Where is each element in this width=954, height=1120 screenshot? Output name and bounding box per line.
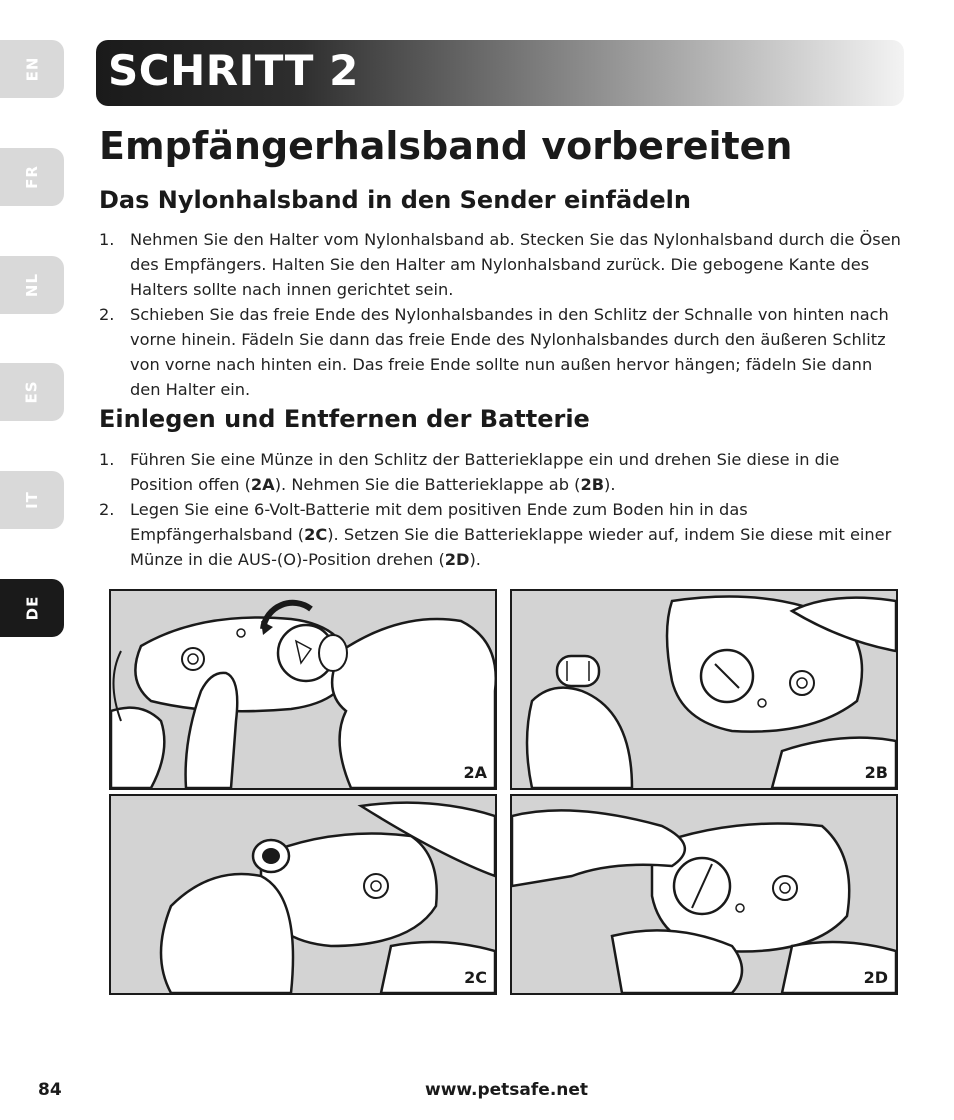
- page-number: 84: [38, 1080, 62, 1100]
- list-item-text: Nehmen Sie den Halter vom Nylonhalsband ab. Stecken Sie das Nylonhalsband durch die Ösen des Empfängers. Halten Sie den Halter am Nylonhalsband zurück. Die gebogene Kante des Halters sollte nach innen gerichtet sein.: [130, 230, 901, 299]
- figure-ref: 2C: [304, 525, 328, 544]
- language-tab-label: NL: [23, 272, 41, 298]
- section-heading-nylon: Das Nylonhalsband in den Sender einfädeln: [99, 186, 691, 214]
- figure-label: 2C: [464, 968, 487, 987]
- list-item-text: Führen Sie eine Münze in den Schlitz der Batterieklappe ein und drehen Sie diese in die Position offen (2A). Nehmen Sie die Batterieklappe ab (2B).: [130, 450, 840, 494]
- figure-2c-illustration: [111, 796, 495, 993]
- list-item: [99, 302, 907, 402]
- figure-2a-illustration: [111, 591, 495, 788]
- language-tab-label: EN: [23, 56, 41, 82]
- list-item-text: Legen Sie eine 6-Volt-Batterie mit dem positiven Ende zum Boden hin in das Empfängerhalsband (2C). Setzen Sie die Batterieklappe wieder auf, indem Sie diese mit einer Münze in die AUS-(O)-Position drehen (2D).: [130, 500, 892, 569]
- language-tab-label: IT: [22, 491, 41, 509]
- figure-2d-illustration: [512, 796, 896, 993]
- language-tab-en[interactable]: [0, 40, 64, 98]
- language-tab-it[interactable]: [0, 471, 64, 529]
- language-tab-label: FR: [22, 165, 41, 189]
- figure-2b-illustration: [512, 591, 896, 788]
- figure-label: 2A: [463, 763, 487, 782]
- language-tab-fr[interactable]: [0, 148, 64, 206]
- figure-ref: 2B: [580, 475, 605, 494]
- list-item-number: 2.: [99, 305, 115, 324]
- page-title: Empfängerhalsband vorbereiten: [99, 124, 793, 168]
- list-item-number: 1.: [99, 230, 115, 249]
- language-tab-nl[interactable]: [0, 256, 64, 314]
- figure-2a: [109, 589, 497, 790]
- language-tab-de[interactable]: [0, 579, 64, 637]
- figure-ref: 2D: [444, 550, 470, 569]
- list-item: [99, 497, 907, 572]
- figure-ref: 2A: [250, 475, 275, 494]
- list-item-text: Schieben Sie das freie Ende des Nylonhalsbandes in den Schlitz der Schnalle von hinten nach vorne hinein. Fädeln Sie dann das freie Ende des Nylonhalsbandes durch den äußeren Schlitz von vorne nach hinten ein. Das freie Ende sollte nun außen hervor hängen; fädeln Sie dann den Halter ein.: [130, 305, 889, 399]
- nylon-steps-list: [99, 227, 907, 402]
- language-tab-es[interactable]: [0, 363, 64, 421]
- battery-steps-list: [99, 447, 907, 572]
- language-tab-label: ES: [23, 380, 41, 404]
- footer-url[interactable]: www.petsafe.net: [425, 1080, 589, 1100]
- list-item-number: 1.: [99, 450, 115, 469]
- figure-2c: [109, 794, 497, 995]
- figure-label: 2B: [864, 763, 888, 782]
- list-item-number: 2.: [99, 500, 115, 519]
- figure-2d: [510, 794, 898, 995]
- language-tab-label: DE: [22, 595, 41, 621]
- list-item: [99, 447, 907, 497]
- list-item: [99, 227, 907, 302]
- section-heading-battery: Einlegen und Entfernen der Batterie: [99, 405, 590, 433]
- figure-label: 2D: [863, 968, 888, 987]
- figure-2b: [510, 589, 898, 790]
- step-banner: [96, 40, 904, 106]
- step-banner-label: SCHRITT 2: [108, 46, 359, 95]
